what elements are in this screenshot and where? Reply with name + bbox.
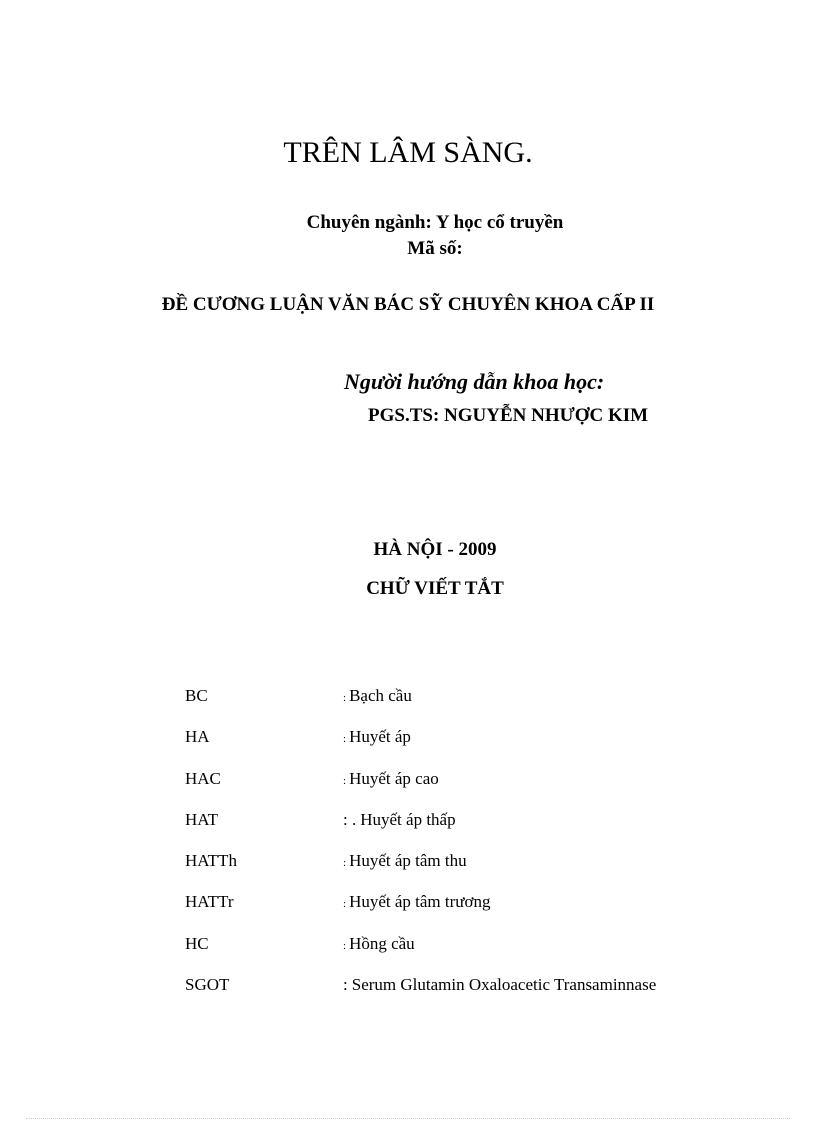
abbreviation-definition-text: Bạch cầu [349,686,412,705]
abbreviation-term: HATTh [185,851,237,871]
abbreviation-colon: : [343,898,347,911]
abbreviations-list [185,686,745,1016]
abbreviation-definition-text: Huyết áp tâm thu [349,851,467,871]
advisor-name: PGS.TS: NGUYỄN NHƯỢC KIM [368,405,649,426]
specialty-line: Chuyên ngành: Y học cổ truyền [306,212,564,233]
abbreviation-row [185,892,745,933]
abbreviation-row [185,727,745,768]
abbreviation-colon: : [343,975,348,995]
page-bottom-divider [26,1118,790,1119]
abbreviation-row [185,810,745,851]
abbreviation-definition [343,769,439,789]
abbreviation-definition [343,934,415,954]
abbreviation-colon: : [343,733,347,746]
abbreviation-definition [343,686,412,706]
abbreviation-term: HC [185,933,209,953]
abbreviation-term: HAC [185,768,221,788]
abbreviation-row [185,975,745,1016]
abbreviation-definition [343,892,490,912]
abbreviation-term: BC [185,686,208,705]
abbreviation-term: HATTr [185,892,234,912]
abbreviation-colon: : . [343,809,357,829]
abbreviation-row [185,686,745,727]
abbreviation-definition-text: Serum Glutamin Oxaloacetic Transaminnase [351,975,657,995]
document-title: TRÊN LÂM SÀNG. [283,136,533,169]
abbreviation-row [185,851,745,892]
abbreviation-definition-text: Huyết áp tâm trương [349,892,491,912]
abbreviation-term: HAT [185,809,219,829]
abbreviation-definition-text: Huyết áp [349,727,411,747]
abbreviation-definition-text: Huyết áp thấp [360,809,456,829]
abbreviation-definition [343,727,411,747]
abbreviation-definition-text: Huyết áp cao [349,768,439,788]
advisor-label: Người hướng dẫn khoa học: [344,369,605,394]
abbreviation-term: SGOT [185,975,230,995]
abbreviation-definition [343,810,456,830]
abbreviation-colon: : [343,774,347,787]
abbreviation-definition-text: Hồng cầu [349,933,415,953]
thesis-type: ĐỀ CƯƠNG LUẬN VĂN BÁC SỸ CHUYÊN KHOA CẤP II [161,294,655,315]
abbreviations-heading: CHỮ VIẾT TẮT [366,578,504,599]
abbreviation-definition [343,851,467,871]
abbreviation-term: HA [185,727,210,747]
place-year: HÀ NỘI - 2009 [373,539,497,560]
abbreviation-row [185,934,745,975]
abbreviation-definition [343,975,656,995]
abbreviation-colon: : [343,857,347,870]
code-line: Mã số: [407,238,463,259]
abbreviation-colon: : [343,692,347,704]
abbreviation-colon: : [343,939,347,952]
abbreviation-row [185,769,745,810]
